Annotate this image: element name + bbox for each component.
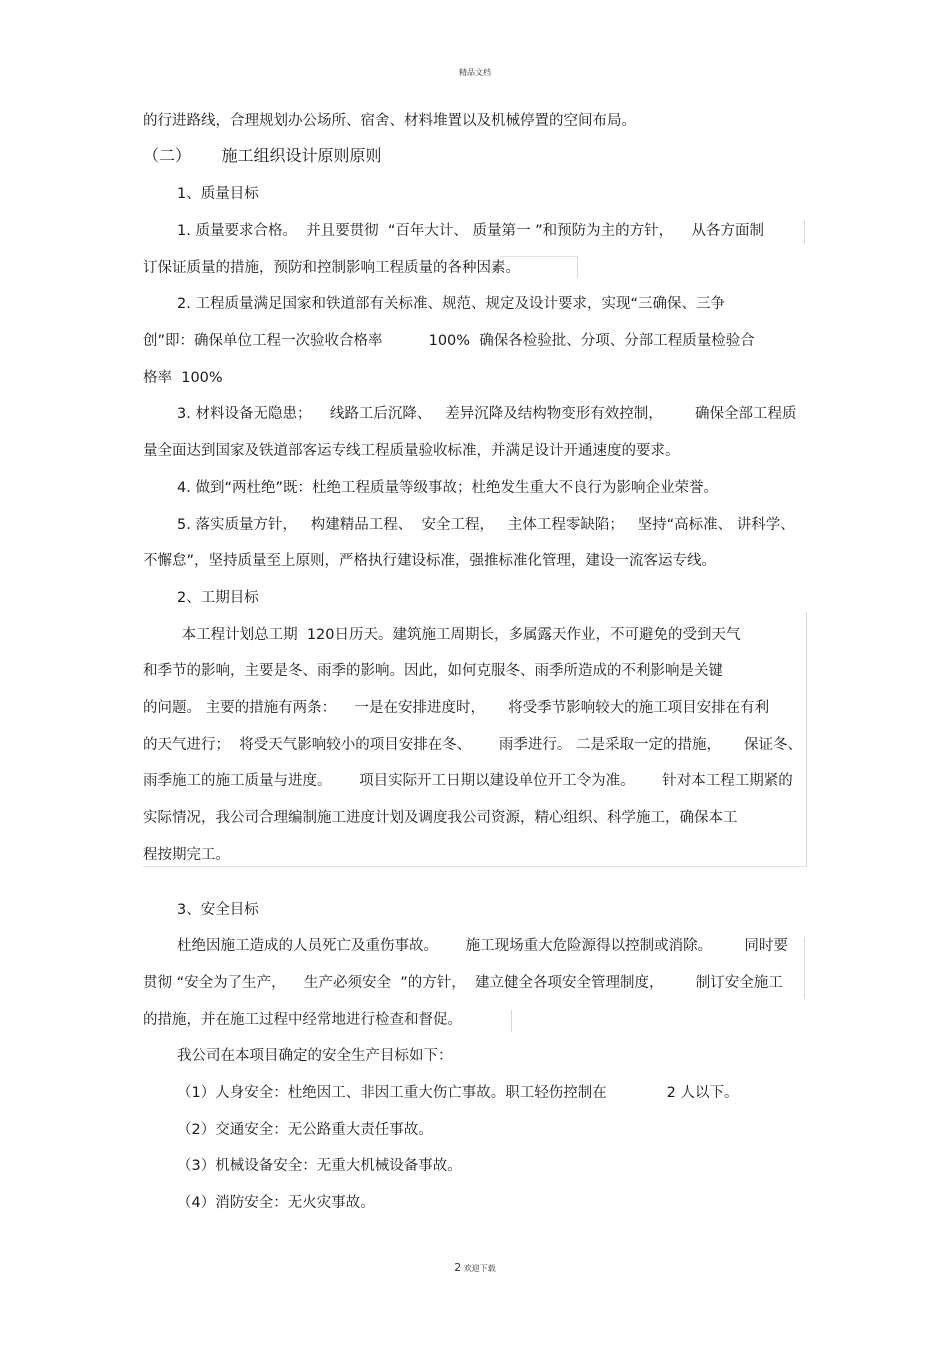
body-line: 的措施，并在施工过程中经常地进行检查和督促。 (143, 1012, 462, 1028)
list-item: （2）交通安全：无公路重大责任事故。 (177, 1122, 433, 1138)
subsection-heading: 3、安全目标 (177, 902, 259, 918)
body-line: 不懈怠”，坚持质量至上原则，严格执行建设标准，强推标准化管理，建设一流客运专线。 (143, 553, 717, 569)
list-item: （4）消防安全：无火灾事故。 (177, 1195, 375, 1211)
subsection-heading: 1、质量目标 (177, 186, 259, 202)
body-line: 和季节的影响，主要是冬、雨季的影响。因此，如何克服冬、雨季所造成的不利影响是关键 (143, 663, 723, 679)
body-line: 订保证质量的措施，预防和控制影响工程质量的各种因素。 (143, 260, 520, 276)
body-line: 创”即：确保单位工程一次验收合格率 100% 确保各检验批、分项、分部工程质量检验合 (143, 333, 755, 349)
box-border (143, 866, 806, 867)
body-line: 的行进路线，合理规划办公场所、宿舍、材料堆置以及机械停置的空间布局。 (143, 113, 636, 129)
footer-text: 欢迎下载 (463, 1264, 496, 1273)
body-line: 本工程计划总工期 120日历天。建筑施工周期长，多属露天作业，不可避免的受到天气 (177, 627, 741, 643)
box-border (500, 256, 578, 257)
body-line: 5. 落实质量方针， 构建精品工程、 安全工程， 主体工程零缺陷； 坚持“高标准、 讲科学、 (177, 517, 795, 533)
box-border (806, 612, 807, 867)
body-line: 我公司在本项目确定的安全生产目标如下： (177, 1048, 453, 1064)
body-line: 的问题。 主要的措施有两条： 一是在安排进度时， 将受季节影响较大的施工项目安排在有利 (143, 700, 770, 716)
box-border (577, 256, 578, 278)
body-line: 3. 材料设备无隐患； 线路工后沉降、 差异沉降及结构物变形有效控制， 确保全部工程质 (177, 406, 797, 422)
subsection-heading: 2、工期目标 (177, 590, 259, 606)
section-heading: （二） 施工组织设计原则原则 (143, 146, 382, 165)
body-line: 杜绝因施工造成的人员死亡及重伤事故。 施工现场重大危险源得以控制或消除。 同时要 (177, 938, 788, 954)
page-number: 2 (454, 1261, 462, 1274)
body-line: 1. 质量要求合格。 并且要贯彻 “百年大计、 质量第一 ”和预防为主的方针， 从各方面制 (177, 223, 765, 239)
body-line: 2. 工程质量满足国家和铁道部有关标准、规范、规定及设计要求，实现“三确保、三争 (177, 296, 725, 312)
page-header: 精品文档 (459, 68, 491, 77)
body-line: 4. 做到“两杜绝”既：杜绝工程质量等级事故；杜绝发生重大不良行为影响企业荣誉。 (177, 480, 718, 496)
body-line: 实际情况，我公司合理编制施工进度计划及调度我公司资源，精心组织、科学施工，确保本工 (143, 810, 738, 826)
list-item: （3）机械设备安全：无重大机械设备事故。 (177, 1158, 462, 1174)
body-line: 量全面达到国家及铁道部客运专线工程质量验收标准，并满足设计开通速度的要求。 (143, 443, 680, 459)
body-line: 程按期完工。 (143, 847, 230, 863)
list-item: （1）人身安全：杜绝因工、非因工重大伤亡事故。职工轻伤控制在 2 人以下。 (177, 1085, 739, 1101)
body-line: 格率 100% (143, 370, 223, 386)
box-border (804, 220, 805, 244)
body-line: 雨季施工的施工质量与进度。 项目实际开工日期以建设单位开工令为准。 针对本工程工期紧的 (143, 773, 793, 789)
box-border (804, 937, 805, 999)
body-line: 的天气进行； 将受天气影响较小的项目安排在冬、 雨季进行。 二是采取一定的措施， 保证冬、 (143, 737, 803, 753)
box-border (511, 1010, 512, 1032)
page-footer (0, 1261, 950, 1274)
body-line: 贯彻 “安全为了生产， 生产必须安全 ”的方针， 建立健全各项安全管理制度， 制订安全施工 (143, 975, 783, 991)
